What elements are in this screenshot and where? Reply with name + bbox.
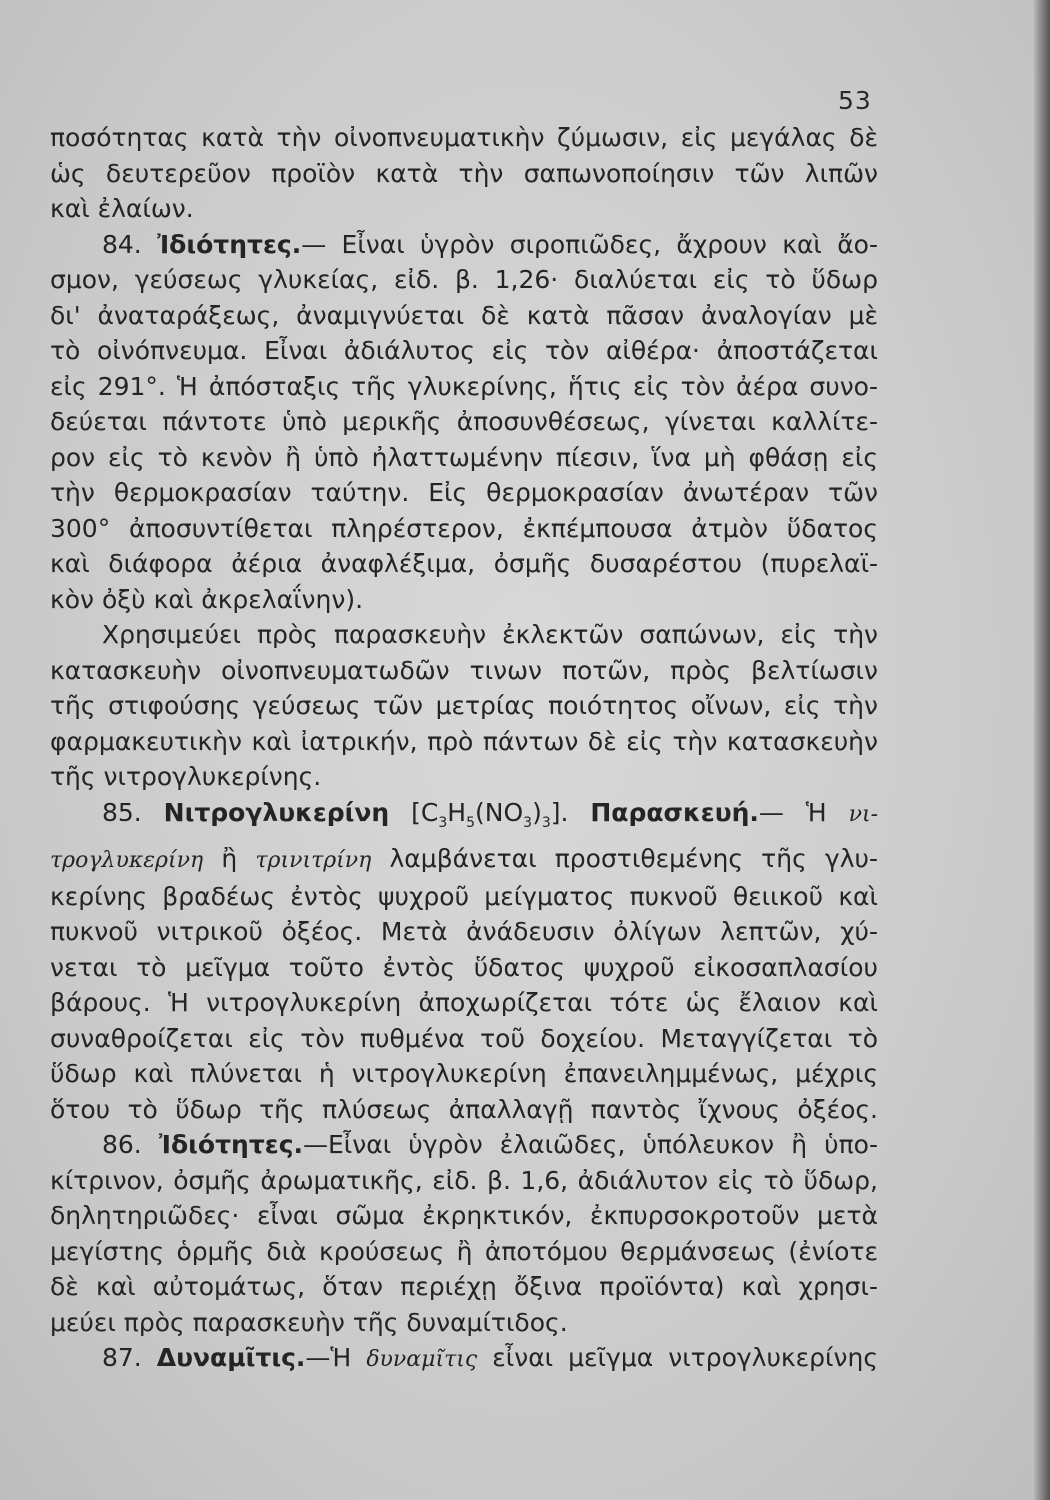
paragraph-85	[50, 795, 878, 1128]
page-edge-shadow	[1034, 0, 1050, 1500]
text-run: λαμβάνεται προστιθεμένης τῆς γλυ-	[389, 844, 878, 873]
paragraph-84	[50, 227, 878, 618]
body-text	[50, 120, 878, 1378]
text-run: —Ἡ	[305, 1343, 352, 1372]
chemical-formula	[411, 797, 569, 831]
text-line: καὶ ἐλαίων.	[50, 194, 194, 223]
paragraph-intro	[50, 120, 878, 227]
formula-part: H	[447, 797, 467, 827]
text-line: κερίνης βραδέως ἐντὸς ψυχροῦ μείγματος πυκνοῦ θειικοῦ καὶ	[50, 881, 878, 911]
section-heading: Ἰδιότητες.	[158, 1130, 304, 1159]
text-line: πυκνοῦ νιτρικοῦ ὀξέος. Μετὰ ἀνάδευσιν ὀλίγων λεπτῶν, χύ-	[50, 917, 878, 946]
text-line: τῆς στιφούσης γεύσεως τῶν μετρίας ποιότητος οἴνων, εἰς τὴν	[50, 691, 878, 720]
formula-part: )	[532, 797, 542, 827]
paragraph-87	[50, 1340, 878, 1378]
formula-subscript: 3	[438, 814, 448, 831]
text-line: κατασκευὴν οἰνοπνευματωδῶν τινων ποτῶν, πρὸς βελτίωσιν	[50, 655, 878, 685]
subsection-heading: Παρασκευή.	[590, 797, 759, 827]
text-line: μεύει πρὸς παρασκευὴν τῆς δυναμίτιδος.	[50, 1307, 568, 1337]
text-line: ὡς δευτερεῦον προϊὸν κατὰ τὴν σαπωνοποίησιν τῶν λιπῶν	[50, 158, 878, 188]
text-line: δι' ἀναταράξεως, ἀναμιγνύεται δὲ κατὰ πᾶσαν ἀναλογίαν μὲ	[50, 300, 878, 330]
italic-term: νι-	[848, 801, 879, 827]
section-number: 84.	[102, 229, 142, 259]
text-line: ὅτου τὸ ὕδωρ τῆς πλύσεως ἀπαλλαγῇ παντὸς ἴχνους ὀξέος.	[50, 1094, 878, 1124]
text-run: — Εἶναι ὑγρὸν σιροπιῶδες, ἄχρουν καὶ ἄο-	[301, 229, 878, 259]
text-line: συναθροίζεται εἰς τὸν πυθμένα τοῦ δοχείου. Μεταγγίζεται τὸ	[50, 1023, 878, 1053]
text-line: φαρμακευτικὴν καὶ ἰατρικήν, πρὸ πάντων δὲ εἰς τὴν κατασκευὴν	[50, 726, 878, 756]
formula-part: (NO	[475, 797, 524, 827]
text-line: τῆς νιτρογλυκερίνης.	[50, 762, 322, 791]
text-line: δηλητηριῶδες· εἶναι σῶμα ἐκρηκτικόν, ἐκπυρσοκροτοῦν μετὰ	[50, 1201, 878, 1230]
italic-term: τρογλυκερίνη	[50, 848, 204, 873]
text-run: —Εἶναι ὑγρὸν ἐλαιῶδες, ὑπόλευκον ἢ ὑπο-	[303, 1130, 878, 1159]
page-number: 53	[838, 86, 872, 115]
text-line: δὲ καὶ αὐτομάτως, ὅταν περιέχῃ ὄξινα προϊόντα) καὶ χρησι-	[50, 1272, 878, 1301]
text-line: τὴν θερμοκρασίαν ταύτην. Εἰς θερμοκρασίαν ἀνωτέραν τῶν	[50, 478, 878, 507]
text-line	[50, 1127, 878, 1163]
formula-part: ].	[550, 797, 569, 827]
section-heading: Ἰδιότητες.	[157, 229, 302, 259]
section-heading: Δυναμῖτις.	[156, 1343, 306, 1372]
paragraph-uses	[50, 617, 878, 795]
formula-subscript: 3	[523, 814, 533, 831]
text-line: 300° ἀποσυντίθεται πληρέστερον, ἐκπέμπουσα ἀτμὸν ὕδατος	[50, 513, 878, 543]
section-number: 87.	[102, 1343, 142, 1372]
text-line	[50, 227, 878, 263]
text-line: καὶ διάφορα ἀέρια ἀναφλέξιμα, ὀσμῆς δυσαρέστου (πυρελαϊ-	[50, 549, 878, 578]
formula-part: [C	[411, 797, 439, 827]
paragraph-86	[50, 1127, 878, 1340]
text-line: σμον, γεύσεως γλυκείας, εἰδ. β. 1,26· διαλύεται εἰς τὸ ὕδωρ	[50, 265, 878, 294]
text-line: κὸν ὀξὺ καὶ ἀκρελαΐνην).	[50, 584, 364, 614]
text-run: ἢ	[221, 844, 238, 873]
italic-term: τρινιτρίνη	[255, 848, 372, 873]
text-run: εἶναι μεῖγμα νιτρογλυκερίνης	[492, 1343, 878, 1372]
text-line	[50, 795, 878, 842]
text-line	[50, 1340, 878, 1378]
text-line: μεγίστης ὁρμῆς διὰ κρούσεως ἢ ἀποτόμου θερμάνσεως (ἐνίοτε	[50, 1236, 878, 1266]
text-run: — Ἡ	[758, 797, 827, 827]
text-line	[50, 841, 878, 879]
text-line: ὕδωρ καὶ πλύνεται ἡ νιτρογλυκερίνη ἐπανειλημμένως, μέχρις	[50, 1059, 878, 1088]
section-number: 86.	[102, 1130, 142, 1159]
text-line: βάρους. Ἡ νιτρογλυκερίνη ἀποχωρίζεται τότε ὡς ἔλαιον καὶ	[50, 988, 878, 1017]
text-line: ρον εἰς τὸ κενὸν ἢ ὑπὸ ἠλαττωμένην πίεσιν, ἵνα μὴ φθάσῃ εἰς	[50, 442, 878, 472]
text-line: ποσότητας κατὰ τὴν οἰνοπνευματικὴν ζύμωσιν, εἰς μεγάλας δὲ	[50, 123, 878, 152]
text-line: τὸ οἰνόπνευμα. Εἶναι ἀδιάλυτος εἰς τὸν αἰθέρα· ἀποστάζεται	[50, 336, 878, 365]
italic-term: δυναμῖτις	[366, 1347, 478, 1372]
text-line: εἰς 291°. Ἡ ἀπόσταξις τῆς γλυκερίνης, ἥτις εἰς τὸν ἀέρα συνο-	[50, 371, 878, 401]
formula-subscript: 3	[541, 814, 551, 831]
section-number: 85.	[102, 797, 142, 827]
text-line: δεύεται πάντοτε ὑπὸ μερικῆς ἀποσυνθέσεως, γίνεται καλλίτε-	[50, 407, 878, 436]
text-line: νεται τὸ μεῖγμα τοῦτο ἐντὸς ὕδατος ψυχροῦ εἰκοσαπλασίου	[50, 952, 878, 982]
text-line: Χρησιμεύει πρὸς παρασκευὴν ἐκλεκτῶν σαπώνων, εἰς τὴν	[102, 620, 878, 649]
formula-subscript: 5	[466, 814, 476, 831]
text-line: κίτρινον, ὀσμῆς ἀρωματικῆς, εἰδ. β. 1,6, ἀδιάλυτον εἰς τὸ ὕδωρ,	[50, 1165, 878, 1195]
section-heading: Νιτρογλυκερίνη	[163, 797, 390, 827]
